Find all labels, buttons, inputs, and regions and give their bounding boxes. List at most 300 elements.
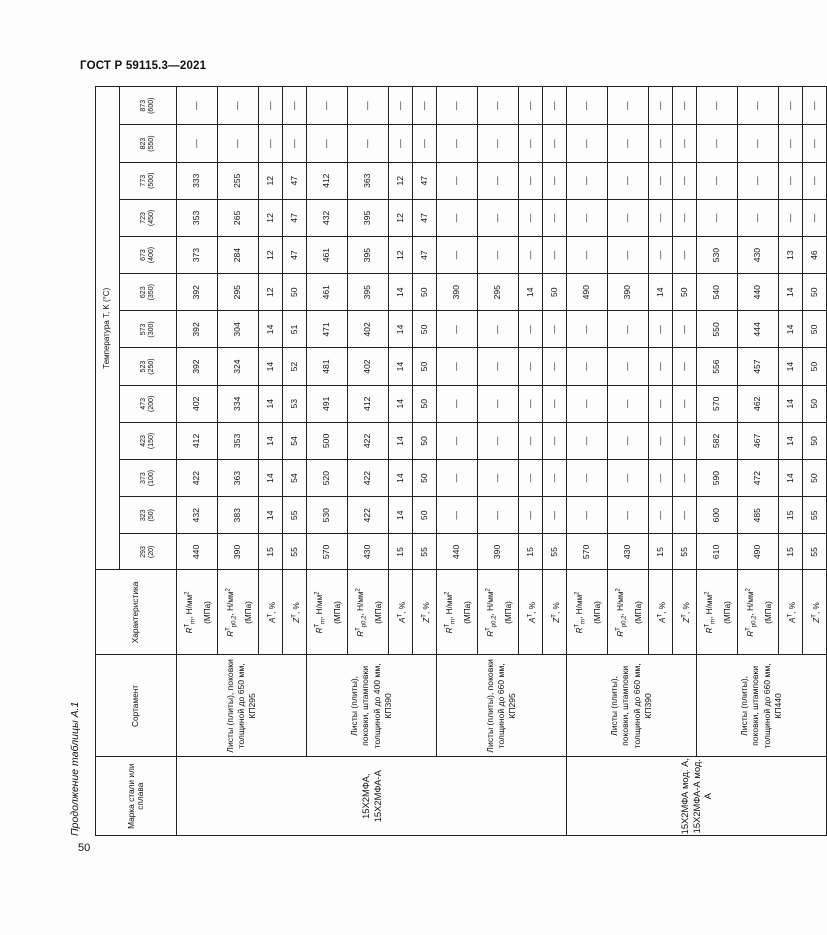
value-cell: 500 xyxy=(307,422,348,459)
value-cell: — xyxy=(519,422,543,459)
value-cell: 570 xyxy=(567,534,608,570)
value-cell: 55 xyxy=(543,534,567,570)
value-cell: — xyxy=(649,497,673,534)
characteristic-cell: $A^T$, % xyxy=(779,570,803,655)
value-cell: 422 xyxy=(348,460,389,497)
value-cell: — xyxy=(519,460,543,497)
value-cell: 50 xyxy=(803,422,827,459)
temperature-header-cell: 823 (550) xyxy=(120,125,177,162)
value-cell: — xyxy=(649,311,673,348)
characteristic-cell: $Z^T$, % xyxy=(283,570,307,655)
value-cell: 55 xyxy=(413,534,437,570)
value-cell: 15 xyxy=(779,497,803,534)
value-cell: 265 xyxy=(218,199,259,236)
characteristic-cell: $R^T_{p0,2}$, $Н/мм^2$ (МПа) xyxy=(348,570,389,655)
value-cell: 14 xyxy=(779,348,803,385)
value-cell: — xyxy=(519,125,543,162)
value-cell: — xyxy=(437,87,478,125)
value-cell: — xyxy=(697,162,738,199)
value-cell: 14 xyxy=(519,274,543,311)
value-cell: 490 xyxy=(738,534,779,570)
value-cell: — xyxy=(437,348,478,385)
value-cell: 14 xyxy=(389,460,413,497)
value-cell: — xyxy=(307,87,348,125)
value-cell: — xyxy=(608,460,649,497)
value-cell: — xyxy=(177,125,218,162)
value-cell: 333 xyxy=(177,162,218,199)
value-cell: 440 xyxy=(738,274,779,311)
value-cell: — xyxy=(478,385,519,422)
value-cell: — xyxy=(519,497,543,534)
value-cell: — xyxy=(673,87,697,125)
value-cell: 47 xyxy=(283,236,307,273)
value-cell: 284 xyxy=(218,236,259,273)
value-cell: 390 xyxy=(478,534,519,570)
value-cell: — xyxy=(437,385,478,422)
value-cell: 14 xyxy=(259,422,283,459)
value-cell: — xyxy=(673,348,697,385)
value-cell: 402 xyxy=(348,348,389,385)
characteristic-cell: $R^T_m$, $Н/мм^2$ (МПа) xyxy=(177,570,218,655)
value-cell: — xyxy=(478,311,519,348)
value-cell: 47 xyxy=(413,199,437,236)
value-cell: — xyxy=(779,199,803,236)
characteristic-cell: $R^T_m$, $Н/мм^2$ (МПа) xyxy=(307,570,348,655)
value-cell: 14 xyxy=(259,311,283,348)
value-cell: 444 xyxy=(738,311,779,348)
value-cell: 50 xyxy=(803,348,827,385)
value-cell: 390 xyxy=(437,274,478,311)
value-cell: — xyxy=(543,311,567,348)
value-cell: 12 xyxy=(259,199,283,236)
value-cell: 556 xyxy=(697,348,738,385)
value-cell: 582 xyxy=(697,422,738,459)
characteristic-cell: $R^T_{p0,2}$, $Н/мм^2$ (МПа) xyxy=(738,570,779,655)
value-cell: — xyxy=(608,162,649,199)
value-cell: — xyxy=(389,125,413,162)
value-cell: 412 xyxy=(307,162,348,199)
temperature-header-cell: 423 (150) xyxy=(120,422,177,459)
value-cell: 395 xyxy=(348,199,389,236)
rotated-table-area xyxy=(69,86,821,836)
value-cell: 14 xyxy=(389,497,413,534)
temperature-header-cell: 473 (200) xyxy=(120,385,177,422)
value-cell: — xyxy=(738,199,779,236)
value-cell: — xyxy=(543,87,567,125)
value-cell: — xyxy=(673,422,697,459)
value-cell: 490 xyxy=(567,274,608,311)
value-cell: — xyxy=(567,385,608,422)
temperature-header-cell: 293 (20) xyxy=(120,534,177,570)
temperature-header-cell: 323 (50) xyxy=(120,497,177,534)
value-cell: 422 xyxy=(348,497,389,534)
value-cell: — xyxy=(608,348,649,385)
value-cell: — xyxy=(567,87,608,125)
value-cell: 412 xyxy=(348,385,389,422)
value-cell: — xyxy=(803,87,827,125)
value-cell: 432 xyxy=(177,497,218,534)
value-cell: — xyxy=(478,125,519,162)
value-cell: 14 xyxy=(779,274,803,311)
value-cell: — xyxy=(543,125,567,162)
sortament-cell: Листы (плиты), поковки толщиной до 660 мм, КП295 xyxy=(437,655,567,757)
temperature-header-cell: 573 (300) xyxy=(120,311,177,348)
characteristic-cell: $Z^T$, % xyxy=(413,570,437,655)
temperature-header-cell: 523 (250) xyxy=(120,348,177,385)
value-cell: 440 xyxy=(177,534,218,570)
page-number: 50 xyxy=(78,842,91,854)
value-cell: — xyxy=(218,125,259,162)
value-cell: — xyxy=(519,87,543,125)
value-cell: — xyxy=(519,348,543,385)
value-cell: 50 xyxy=(413,348,437,385)
characteristic-cell: $Z^T$, % xyxy=(543,570,567,655)
value-cell: 12 xyxy=(259,236,283,273)
value-cell: — xyxy=(543,422,567,459)
value-cell: — xyxy=(608,199,649,236)
value-cell: — xyxy=(437,199,478,236)
value-cell: 334 xyxy=(218,385,259,422)
value-cell: 14 xyxy=(779,422,803,459)
value-cell: — xyxy=(803,162,827,199)
value-cell: — xyxy=(389,87,413,125)
value-cell: 54 xyxy=(283,422,307,459)
value-cell: 51 xyxy=(283,311,307,348)
value-cell: 392 xyxy=(177,348,218,385)
value-cell: — xyxy=(519,311,543,348)
value-cell: — xyxy=(348,87,389,125)
temperature-header-cell: 773 (500) xyxy=(120,162,177,199)
value-cell: — xyxy=(567,199,608,236)
table-row xyxy=(697,87,738,836)
value-cell: — xyxy=(478,348,519,385)
value-cell: — xyxy=(803,125,827,162)
value-cell: — xyxy=(543,199,567,236)
value-cell: 50 xyxy=(413,460,437,497)
value-cell: 295 xyxy=(218,274,259,311)
value-cell: 14 xyxy=(259,348,283,385)
value-cell: 47 xyxy=(283,162,307,199)
characteristic-cell: $R^T_m$, $Н/мм^2$ (МПа) xyxy=(567,570,608,655)
value-cell: — xyxy=(478,497,519,534)
value-cell: — xyxy=(478,236,519,273)
value-cell: 540 xyxy=(697,274,738,311)
value-cell: 402 xyxy=(177,385,218,422)
value-cell: — xyxy=(697,87,738,125)
characteristic-cell: $A^T$, % xyxy=(389,570,413,655)
value-cell: — xyxy=(673,162,697,199)
value-cell: — xyxy=(478,460,519,497)
value-cell: 570 xyxy=(307,534,348,570)
value-cell: 14 xyxy=(779,460,803,497)
value-cell: 55 xyxy=(803,534,827,570)
sortament-cell: Листы (плиты), поковки толщиной до 650 мм, КП295 xyxy=(177,655,307,757)
value-cell: 54 xyxy=(283,460,307,497)
value-cell: — xyxy=(259,125,283,162)
value-cell: — xyxy=(567,348,608,385)
value-cell: 50 xyxy=(413,385,437,422)
value-cell: 46 xyxy=(803,236,827,273)
value-cell: — xyxy=(437,236,478,273)
value-cell: — xyxy=(567,497,608,534)
characteristic-cell: $R^T_m$, $Н/мм^2$ (МПа) xyxy=(437,570,478,655)
value-cell: 462 xyxy=(738,385,779,422)
value-cell: 485 xyxy=(738,497,779,534)
value-cell: — xyxy=(519,236,543,273)
value-cell: — xyxy=(649,348,673,385)
value-cell: — xyxy=(697,125,738,162)
value-cell: 50 xyxy=(413,311,437,348)
value-cell: — xyxy=(478,162,519,199)
value-cell: — xyxy=(307,125,348,162)
value-cell: — xyxy=(437,422,478,459)
value-cell: 55 xyxy=(283,534,307,570)
value-cell: — xyxy=(608,87,649,125)
value-cell: — xyxy=(259,87,283,125)
value-cell: — xyxy=(608,311,649,348)
characteristic-cell: $A^T$, % xyxy=(519,570,543,655)
value-cell: 14 xyxy=(389,385,413,422)
value-cell: 14 xyxy=(259,460,283,497)
header-temperature: Температура T, K (°C) xyxy=(96,87,120,570)
value-cell: — xyxy=(608,385,649,422)
value-cell: 430 xyxy=(348,534,389,570)
value-cell: — xyxy=(649,199,673,236)
value-cell: — xyxy=(738,125,779,162)
value-cell: — xyxy=(567,236,608,273)
value-cell: 12 xyxy=(389,236,413,273)
value-cell: — xyxy=(608,236,649,273)
value-cell: 255 xyxy=(218,162,259,199)
value-cell: 12 xyxy=(259,274,283,311)
value-cell: 390 xyxy=(608,274,649,311)
characteristic-cell: $R^T_{p0,2}$, $Н/мм^2$ (МПа) xyxy=(218,570,259,655)
value-cell: — xyxy=(803,199,827,236)
value-cell: 12 xyxy=(389,162,413,199)
value-cell: — xyxy=(567,162,608,199)
value-cell: 304 xyxy=(218,311,259,348)
value-cell: — xyxy=(519,162,543,199)
value-cell: 491 xyxy=(307,385,348,422)
value-cell: 14 xyxy=(389,422,413,459)
value-cell: — xyxy=(543,385,567,422)
value-cell: — xyxy=(437,460,478,497)
value-cell: 15 xyxy=(519,534,543,570)
value-cell: 50 xyxy=(803,385,827,422)
value-cell: 50 xyxy=(803,460,827,497)
document-header: ГОСТ Р 59115.3—2021 xyxy=(80,60,207,72)
value-cell: 457 xyxy=(738,348,779,385)
value-cell: 402 xyxy=(348,311,389,348)
value-cell: — xyxy=(779,162,803,199)
value-cell: 430 xyxy=(738,236,779,273)
value-cell: 14 xyxy=(259,497,283,534)
value-cell: 50 xyxy=(543,274,567,311)
value-cell: — xyxy=(738,87,779,125)
table-row xyxy=(307,87,348,836)
value-cell: 353 xyxy=(177,199,218,236)
characteristic-cell: $R^T_{p0,2}$, $Н/мм^2$ (МПа) xyxy=(608,570,649,655)
value-cell: 14 xyxy=(779,385,803,422)
value-cell: 363 xyxy=(218,460,259,497)
value-cell: — xyxy=(348,125,389,162)
table-caption: Продолжение таблицы А.1 xyxy=(69,701,81,836)
value-cell: 50 xyxy=(803,274,827,311)
value-cell: 14 xyxy=(649,274,673,311)
value-cell: — xyxy=(649,422,673,459)
value-cell: — xyxy=(673,385,697,422)
value-cell: 50 xyxy=(413,274,437,311)
value-cell: 440 xyxy=(437,534,478,570)
value-cell: — xyxy=(478,422,519,459)
value-cell: — xyxy=(673,311,697,348)
value-cell: 50 xyxy=(283,274,307,311)
properties-table xyxy=(95,86,827,836)
value-cell: — xyxy=(649,236,673,273)
value-cell: 600 xyxy=(697,497,738,534)
characteristic-cell: $Z^T$, % xyxy=(803,570,827,655)
value-cell: — xyxy=(779,125,803,162)
characteristic-cell: $Z^T$, % xyxy=(673,570,697,655)
value-cell: 461 xyxy=(307,274,348,311)
value-cell: — xyxy=(413,125,437,162)
table-row xyxy=(567,87,608,836)
characteristic-cell: $A^T$, % xyxy=(649,570,673,655)
table-row xyxy=(177,87,218,836)
value-cell: — xyxy=(543,497,567,534)
value-cell: 395 xyxy=(348,274,389,311)
value-cell: 15 xyxy=(649,534,673,570)
value-cell: 432 xyxy=(307,199,348,236)
value-cell: 47 xyxy=(413,162,437,199)
value-cell: — xyxy=(567,125,608,162)
characteristic-cell: $R^T_{p0,2}$, $Н/мм^2$ (МПа) xyxy=(478,570,519,655)
value-cell: 481 xyxy=(307,348,348,385)
steel-grade-cell: 15Х2МФА, 15Х2МФА-А xyxy=(177,757,567,836)
value-cell: — xyxy=(649,125,673,162)
value-cell: 324 xyxy=(218,348,259,385)
value-cell: 14 xyxy=(389,311,413,348)
value-cell: 12 xyxy=(259,162,283,199)
value-cell: 383 xyxy=(218,497,259,534)
temperature-header-cell: 373 (100) xyxy=(120,460,177,497)
sortament-cell: Листы (плиты), поковки, штамповки толщиной до 660 мм, КП440 xyxy=(697,655,827,757)
value-cell: 14 xyxy=(259,385,283,422)
value-cell: 55 xyxy=(803,497,827,534)
value-cell: 50 xyxy=(413,497,437,534)
value-cell: — xyxy=(608,422,649,459)
value-cell: — xyxy=(478,87,519,125)
value-cell: 590 xyxy=(697,460,738,497)
value-cell: — xyxy=(673,125,697,162)
value-cell: — xyxy=(413,87,437,125)
value-cell: 14 xyxy=(389,348,413,385)
value-cell: — xyxy=(543,162,567,199)
value-cell: — xyxy=(649,385,673,422)
value-cell: 50 xyxy=(413,422,437,459)
value-cell: — xyxy=(649,162,673,199)
value-cell: — xyxy=(697,199,738,236)
value-cell: 422 xyxy=(177,460,218,497)
value-cell: 353 xyxy=(218,422,259,459)
value-cell: — xyxy=(779,87,803,125)
value-cell: — xyxy=(519,199,543,236)
value-cell: 471 xyxy=(307,311,348,348)
value-cell: — xyxy=(437,497,478,534)
value-cell: 55 xyxy=(673,534,697,570)
value-cell: 47 xyxy=(283,199,307,236)
value-cell: — xyxy=(608,125,649,162)
value-cell: 15 xyxy=(389,534,413,570)
temperature-header-cell: 673 (400) xyxy=(120,236,177,273)
value-cell: — xyxy=(478,199,519,236)
value-cell: 570 xyxy=(697,385,738,422)
value-cell: — xyxy=(543,348,567,385)
value-cell: 395 xyxy=(348,236,389,273)
value-cell: — xyxy=(567,311,608,348)
temperature-header-cell: 723 (450) xyxy=(120,199,177,236)
table-row xyxy=(437,87,478,836)
value-cell: 53 xyxy=(283,385,307,422)
steel-grade-cell: 15Х2МФА мод. А, 15Х2МФА-А мод. А xyxy=(567,757,827,836)
value-cell: 467 xyxy=(738,422,779,459)
value-cell: — xyxy=(649,460,673,497)
value-cell: 15 xyxy=(259,534,283,570)
value-cell: 530 xyxy=(697,236,738,273)
header-characteristic: Характеристика xyxy=(96,570,177,655)
value-cell: 50 xyxy=(673,274,697,311)
value-cell: 390 xyxy=(218,534,259,570)
value-cell: 12 xyxy=(389,199,413,236)
value-cell: — xyxy=(519,385,543,422)
value-cell: — xyxy=(437,162,478,199)
value-cell: 412 xyxy=(177,422,218,459)
temperature-header-cell: 873 (600) xyxy=(120,87,177,125)
value-cell: 472 xyxy=(738,460,779,497)
sortament-cell: Листы (плиты), поковки, штамповки толщиной до 400 мм, КП390 xyxy=(307,655,437,757)
characteristic-cell: $R^T_m$, $Н/мм^2$ (МПа) xyxy=(697,570,738,655)
characteristic-cell: $A^T$, % xyxy=(259,570,283,655)
value-cell: 13 xyxy=(779,236,803,273)
value-cell: — xyxy=(437,125,478,162)
value-cell: 373 xyxy=(177,236,218,273)
value-cell: — xyxy=(437,311,478,348)
sortament-cell: Листы (плиты), поковки, штамповки толщиной до 660 мм, КП390 xyxy=(567,655,697,757)
value-cell: — xyxy=(283,125,307,162)
value-cell: 422 xyxy=(348,422,389,459)
value-cell: — xyxy=(673,497,697,534)
value-cell: — xyxy=(673,199,697,236)
value-cell: — xyxy=(543,236,567,273)
value-cell: 520 xyxy=(307,460,348,497)
value-cell: 430 xyxy=(608,534,649,570)
value-cell: — xyxy=(218,87,259,125)
value-cell: 47 xyxy=(413,236,437,273)
value-cell: — xyxy=(177,87,218,125)
value-cell: 530 xyxy=(307,497,348,534)
value-cell: 50 xyxy=(803,311,827,348)
value-cell: 52 xyxy=(283,348,307,385)
value-cell: 392 xyxy=(177,311,218,348)
value-cell: — xyxy=(738,162,779,199)
value-cell: 610 xyxy=(697,534,738,570)
value-cell: — xyxy=(649,87,673,125)
header-grade: Марка стали или сплава xyxy=(96,757,177,836)
value-cell: 14 xyxy=(779,311,803,348)
value-cell: 461 xyxy=(307,236,348,273)
value-cell: — xyxy=(567,460,608,497)
value-cell: 55 xyxy=(283,497,307,534)
